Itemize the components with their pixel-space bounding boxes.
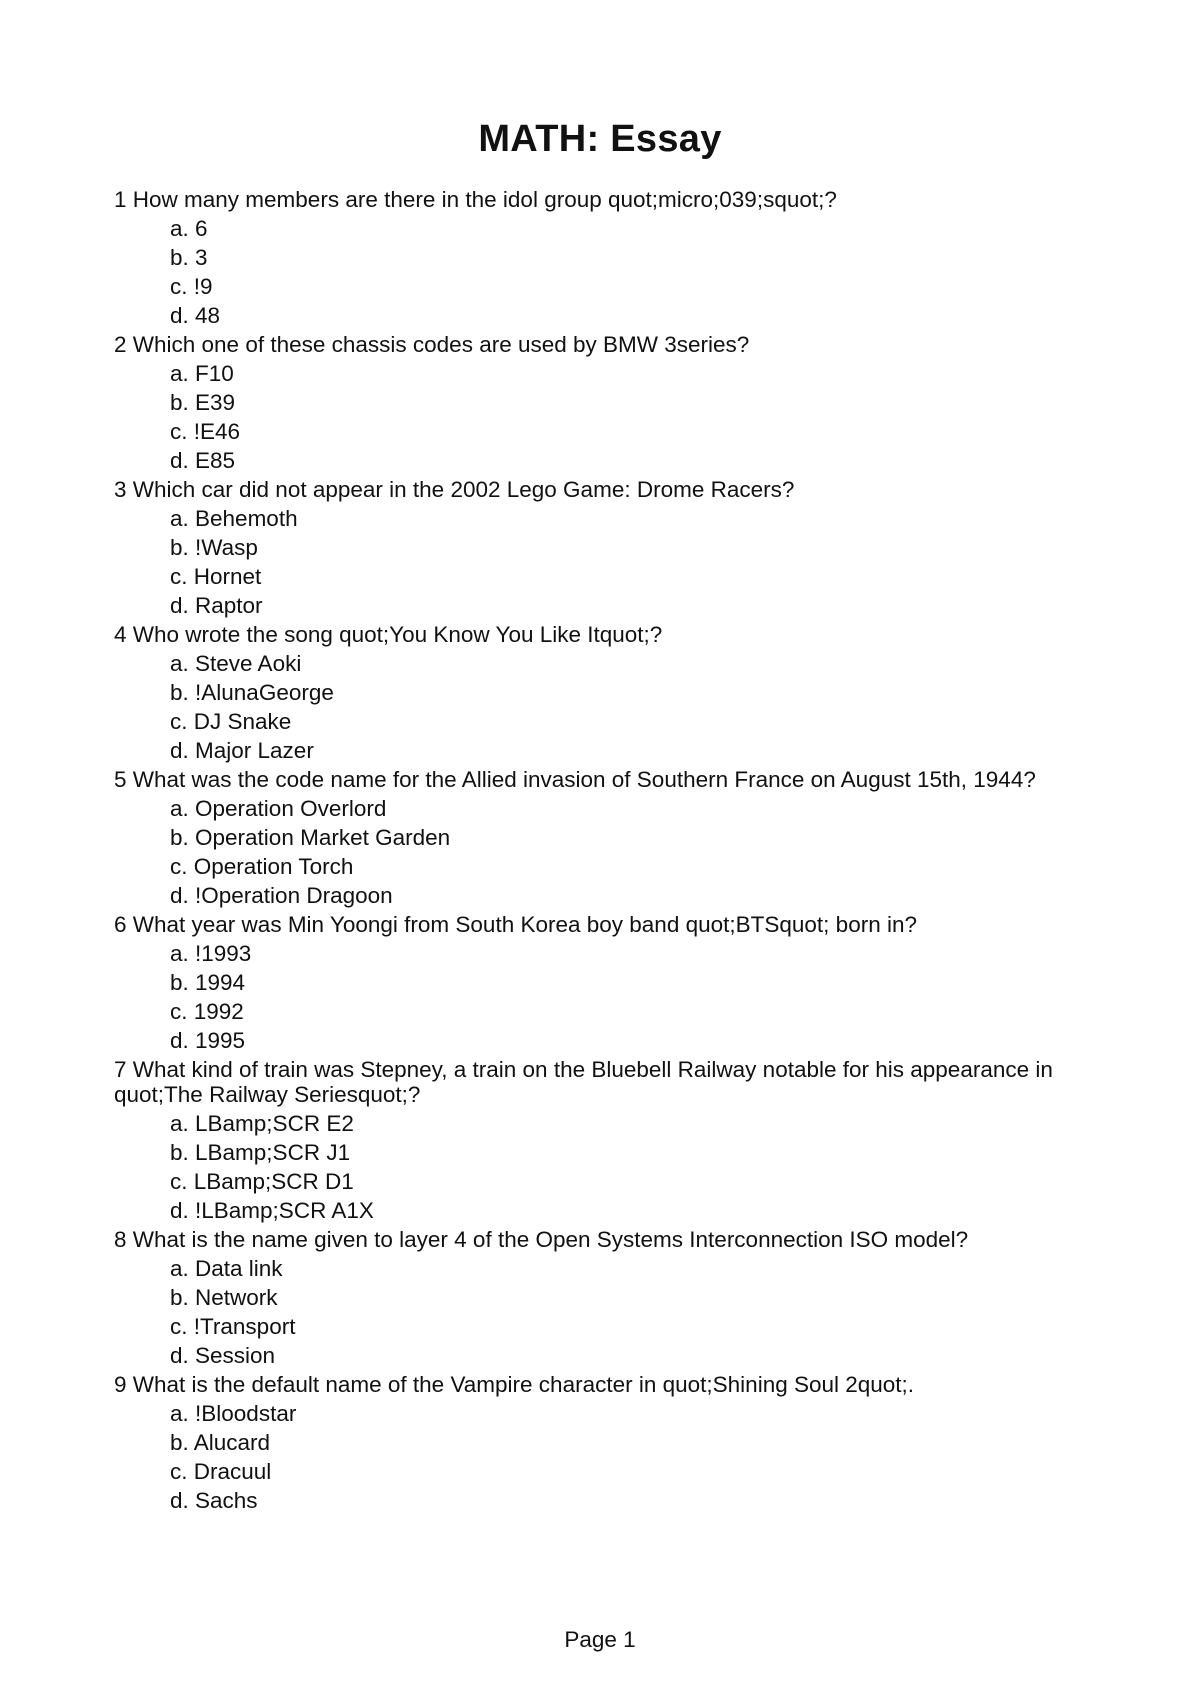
answer-options bbox=[114, 506, 1074, 618]
question-block bbox=[114, 767, 1074, 908]
answer-option: c. !E46 bbox=[170, 419, 241, 444]
question-block bbox=[114, 622, 1074, 763]
answer-option: c. !9 bbox=[170, 274, 213, 299]
answer-options bbox=[114, 1256, 1074, 1368]
answer-option: a. Behemoth bbox=[170, 506, 298, 531]
answer-option: c. !Transport bbox=[170, 1314, 296, 1339]
answer-option: a. 6 bbox=[170, 216, 208, 241]
answer-option: b. !Wasp bbox=[170, 535, 258, 560]
answer-options bbox=[114, 1401, 1074, 1513]
question-text: 8 What is the name given to layer 4 of the Open Systems Interconnection ISO model? bbox=[114, 1227, 969, 1252]
answer-options bbox=[114, 651, 1074, 763]
answer-option: b. 1994 bbox=[170, 970, 246, 995]
question-block bbox=[114, 332, 1074, 473]
question-text: 6 What year was Min Yoongi from South Korea boy band quot;BTSquot; born in? bbox=[114, 912, 917, 937]
answer-option: a. !1993 bbox=[170, 941, 252, 966]
question-block bbox=[114, 477, 1074, 618]
answer-option: d. 48 bbox=[170, 303, 221, 328]
answer-option: b. Alucard bbox=[170, 1430, 271, 1455]
answer-options bbox=[114, 941, 1074, 1053]
answer-option: d. Sachs bbox=[170, 1488, 258, 1513]
question-text: 2 Which one of these chassis codes are used by BMW 3series? bbox=[114, 332, 750, 357]
answer-option: d. Session bbox=[170, 1343, 276, 1368]
page-title: MATH: Essay bbox=[478, 118, 722, 160]
answer-options bbox=[114, 361, 1074, 473]
answer-option: c. LBamp;SCR D1 bbox=[170, 1169, 354, 1194]
answer-option: d. !LBamp;SCR A1X bbox=[170, 1198, 374, 1223]
answer-option: b. 3 bbox=[170, 245, 208, 270]
answer-option: a. Steve Aoki bbox=[170, 651, 302, 676]
question-block bbox=[114, 1372, 1074, 1513]
question-text: 1 How many members are there in the idol group quot;micro;039;squot;? bbox=[114, 187, 837, 212]
answer-option: c. 1992 bbox=[170, 999, 244, 1024]
answer-option: d. 1995 bbox=[170, 1028, 246, 1053]
question-block bbox=[114, 187, 1074, 328]
answer-option: b. Operation Market Garden bbox=[170, 825, 451, 850]
answer-option: b. Network bbox=[170, 1285, 278, 1310]
answer-options bbox=[114, 1111, 1074, 1223]
page-number: Page 1 bbox=[564, 1627, 636, 1652]
answer-option: a. Operation Overlord bbox=[170, 796, 387, 821]
answer-option: d. !Operation Dragoon bbox=[170, 883, 393, 908]
question-list bbox=[114, 187, 1074, 1517]
question-text: 7 What kind of train was Stepney, a train on the Bluebell Railway notable for his appearance in quot;The Railway Seriesquot;? bbox=[114, 1057, 1053, 1107]
question-text: 5 What was the code name for the Allied invasion of Southern France on August 15th, 1944? bbox=[114, 767, 1036, 792]
answer-option: d. E85 bbox=[170, 448, 236, 473]
answer-option: a. Data link bbox=[170, 1256, 283, 1281]
answer-option: c. DJ Snake bbox=[170, 709, 292, 734]
question-text: 9 What is the default name of the Vampire character in quot;Shining Soul 2quot;. bbox=[114, 1372, 915, 1397]
answer-option: c. Operation Torch bbox=[170, 854, 354, 879]
question-block bbox=[114, 1227, 1074, 1368]
answer-option: c. Dracuul bbox=[170, 1459, 272, 1484]
answer-options bbox=[114, 216, 1074, 328]
question-text: 4 Who wrote the song quot;You Know You Like Itquot;? bbox=[114, 622, 663, 647]
answer-option: a. LBamp;SCR E2 bbox=[170, 1111, 354, 1136]
answer-option: b. !AlunaGeorge bbox=[170, 680, 334, 705]
question-block bbox=[114, 912, 1074, 1053]
answer-option: d. Raptor bbox=[170, 593, 263, 618]
question-block bbox=[114, 1057, 1074, 1223]
answer-option: c. Hornet bbox=[170, 564, 262, 589]
answer-option: b. LBamp;SCR J1 bbox=[170, 1140, 351, 1165]
answer-option: b. E39 bbox=[170, 390, 236, 415]
answer-option: d. Major Lazer bbox=[170, 738, 314, 763]
answer-option: a. F10 bbox=[170, 361, 234, 386]
question-text: 3 Which car did not appear in the 2002 Lego Game: Drome Racers? bbox=[114, 477, 795, 502]
answer-option: a. !Bloodstar bbox=[170, 1401, 297, 1426]
answer-options bbox=[114, 796, 1074, 908]
